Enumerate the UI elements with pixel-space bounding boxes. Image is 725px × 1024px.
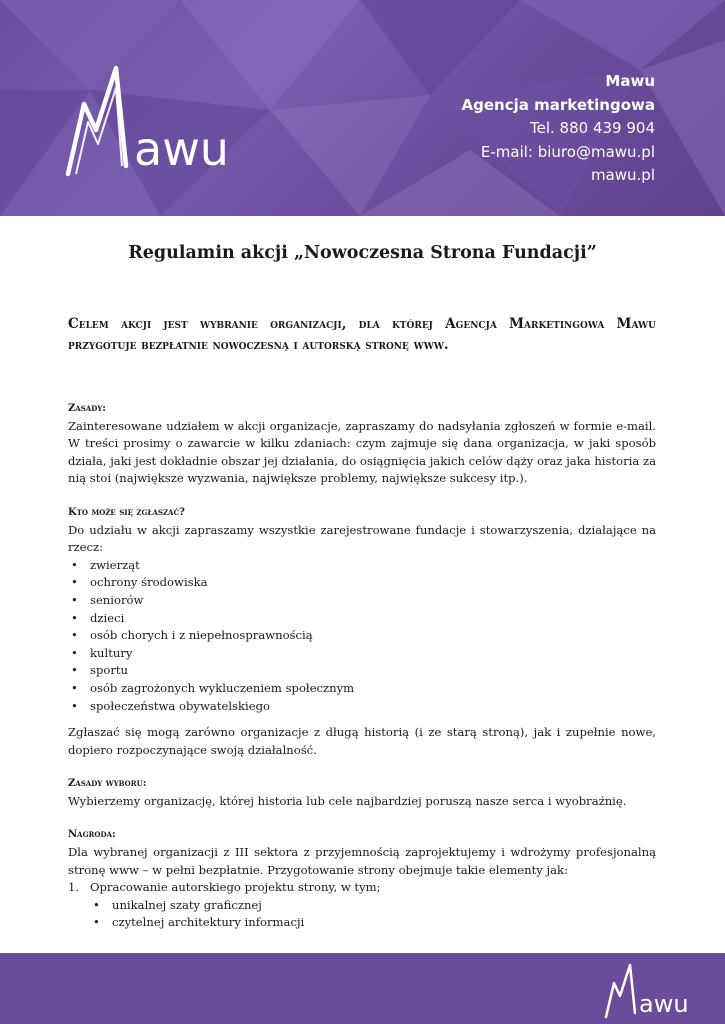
zasady-text: Zainteresowane udziałem w akcji organizacje, zapraszamy do nadsyłania zgłoszeń w formie e-mail. W treści prosimy o zawarcie w kilku zdaniach: czym zajmuje się dana organizacja, w jaki sposób działa, jaki jest dokładnie obszar jej działania, do osiągnięcia jakich celów dąży oraz jaka historia za nią stoi (największe wyzwania, największe problemy, największe sukcesy itp.). [68,418,656,486]
wybor-text: Wybierzemy organizację, której historia lub cele najbardziej poruszą nasze serca i wyobraźnię. [68,793,627,808]
list-item: • sportu [68,662,656,680]
numbered-item [68,879,656,897]
logo-wordmark: awu [134,122,229,176]
company-name: Mawu [605,72,655,90]
website-link: mawu.pl [590,166,655,184]
list-item: • osób chorych i z niepełnosprawnością [68,627,656,645]
document-body [68,400,656,932]
footer-logo [602,961,697,1021]
footer-wordmark: awu [639,990,689,1018]
list-item: • czytelnej architektury informacji [90,914,656,932]
list-item: • unikalnej szaty graficznej [90,897,656,915]
beneficiaries-list [68,557,656,715]
list-item: • seniorów [68,592,656,610]
footer-banner [0,953,725,1024]
section-heading-nagroda: Nagroda: [68,829,116,841]
item-text: Opracowanie autorskiego projektu strony, w tym; [90,880,381,895]
company-tagline: Agencja marketingowa [461,95,655,114]
mawu-logo [62,62,252,182]
section-heading-zasady: Zasady: [68,403,106,414]
phone-number: Tel. 880 439 904 [530,119,655,137]
list-item: • osób zagrożonych wykluczeniem społecznym [68,680,656,698]
list-item: • kultury [68,645,656,663]
contact-info [462,70,655,188]
section-heading-wybor: Zasady wyboru: [68,778,147,790]
kto-intro: Do udziału w akcji zapraszamy wszystkie zarejestrowane fundacje i stowarzyszenia, działające na rzecz: [68,522,656,555]
lead-paragraph: Celem akcji jest wybranie organizacji, dla której Agencja Marketingowa Mawu przygotuje bezpłatnie nowoczesną i autorską stronę www. [68,316,656,353]
header-banner [0,0,725,216]
document-title: Regulamin akcji „Nowoczesna Strona Fundacji” [128,243,597,263]
list-item: • ochrony środowiska [68,574,656,592]
email-address: E-mail: biuro@mawu.pl [480,142,655,161]
list-item: • dzieci [68,610,656,628]
item-number: 1. [68,880,80,895]
nagroda-text: Dla wybranej organizacji z III sektora z przyjemnością zaprojektujemy i wdrożymy profesjonalną stronę www – w pełni bezpłatnie. Przygotowanie strony obejmuje takie elementy jak: [68,845,656,877]
list-item: • zwierząt [68,557,656,575]
reward-elements-list [68,879,656,897]
section-heading-kto: Kto może się zgłaszać? [68,506,185,518]
reward-sub-list [68,897,656,932]
kto-outro: Zgłaszać się mogą zarówno organizacje z długą historią (i ze starą stroną), jak i zupełnie nowe, dopiero rozpoczynające swoją działalność. [68,725,656,757]
list-item: • społeczeństwa obywatelskiego [68,698,656,716]
